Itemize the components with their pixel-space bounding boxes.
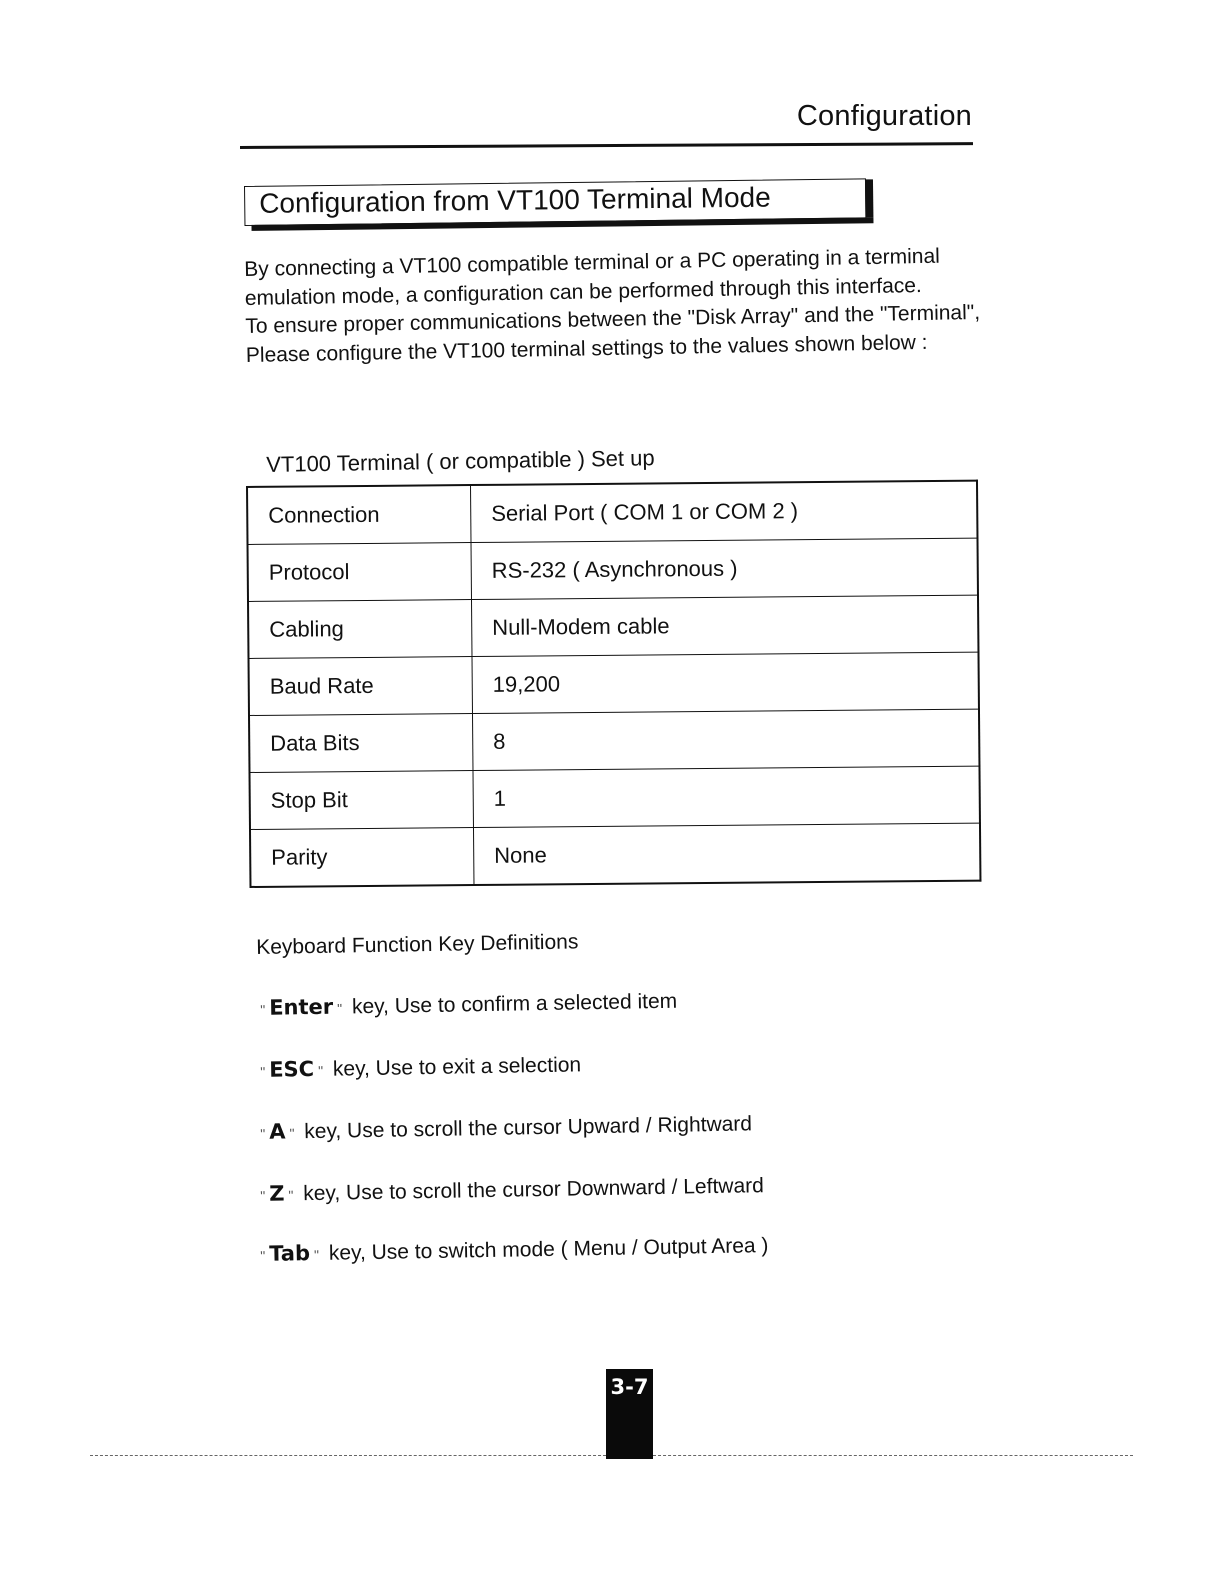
page-header-title: Configuration: [796, 100, 972, 132]
setting-value: Serial Port ( COM 1 or COM 2 ): [471, 481, 978, 543]
table-row: [250, 823, 980, 887]
key-name: A: [268, 1119, 286, 1144]
key-definition-tab: " Tab " key, Use to switch mode ( Menu / Output Area ): [260, 1234, 769, 1266]
terminal-settings-table: [246, 480, 981, 888]
section-title: Configuration from VT100 Terminal Mode: [259, 181, 771, 219]
setting-value: Null-Modem cable: [471, 595, 978, 656]
setting-value: 1: [473, 766, 980, 827]
key-name: Enter: [268, 994, 334, 1020]
setting-label: Cabling: [248, 600, 472, 659]
setting-label: Data Bits: [249, 714, 473, 773]
keys-heading: Keyboard Function Key Definitions: [256, 930, 579, 959]
key-definition-esc: " ESC " key, Use to exit a selection: [260, 1053, 582, 1082]
setting-value: 8: [472, 709, 979, 770]
header-rule: [240, 142, 973, 149]
key-description: key, Use to confirm a selected item: [351, 989, 678, 1019]
table-row: [250, 766, 980, 829]
setting-value: None: [473, 823, 980, 885]
box-shadow-bottom: [251, 217, 873, 231]
intro-text: [244, 242, 986, 370]
key-description: key, Use to exit a selection: [332, 1053, 582, 1081]
key-description: key, Use to scroll the cursor Downward / Leftward: [303, 1174, 765, 1206]
setting-label: Parity: [250, 828, 474, 887]
key-name: Z: [268, 1181, 285, 1206]
intro-paragraph-2: To ensure proper communications between the "Disk Array" and the "Terminal", Please configure the VT100 terminal settings to the values shown below :: [245, 300, 981, 367]
setting-value: 19,200: [472, 652, 979, 713]
key-name: ESC: [268, 1056, 315, 1082]
table-row: [248, 538, 978, 601]
setting-label: Baud Rate: [249, 657, 473, 716]
setting-label: Stop Bit: [250, 771, 474, 830]
key-definition-z: " Z " key, Use to scroll the cursor Downward / Leftward: [260, 1174, 765, 1206]
setup-heading: VT100 Terminal ( or compatible ) Set up: [266, 445, 655, 477]
key-name: Tab: [268, 1241, 311, 1266]
page-number: 3-7: [606, 1369, 653, 1459]
box-shadow-right: [865, 179, 873, 217]
table-row: [248, 595, 978, 658]
table-row: [247, 481, 977, 545]
setting-label: Protocol: [248, 543, 472, 602]
setting-value: RS-232 ( Asynchronous ): [471, 538, 978, 599]
intro-paragraph-1: By connecting a VT100 compatible terminal or a PC operating in a terminal emulation mode, a configuration can be performed through this interface.: [244, 244, 941, 310]
footer-rule-right: [653, 1455, 1133, 1456]
key-definition-enter: " Enter " key, Use to confirm a selected item: [260, 989, 678, 1020]
table-row: [249, 709, 979, 772]
key-description: key, Use to scroll the cursor Upward / Rightward: [304, 1112, 753, 1144]
key-description: key, Use to switch mode ( Menu / Output Area ): [328, 1234, 769, 1265]
footer-rule-left: [90, 1455, 606, 1456]
table-row: [249, 652, 979, 715]
section-title-box: [244, 178, 866, 226]
key-definition-a: " A " key, Use to scroll the cursor Upward / Rightward: [260, 1112, 753, 1144]
setting-label: Connection: [247, 485, 471, 544]
